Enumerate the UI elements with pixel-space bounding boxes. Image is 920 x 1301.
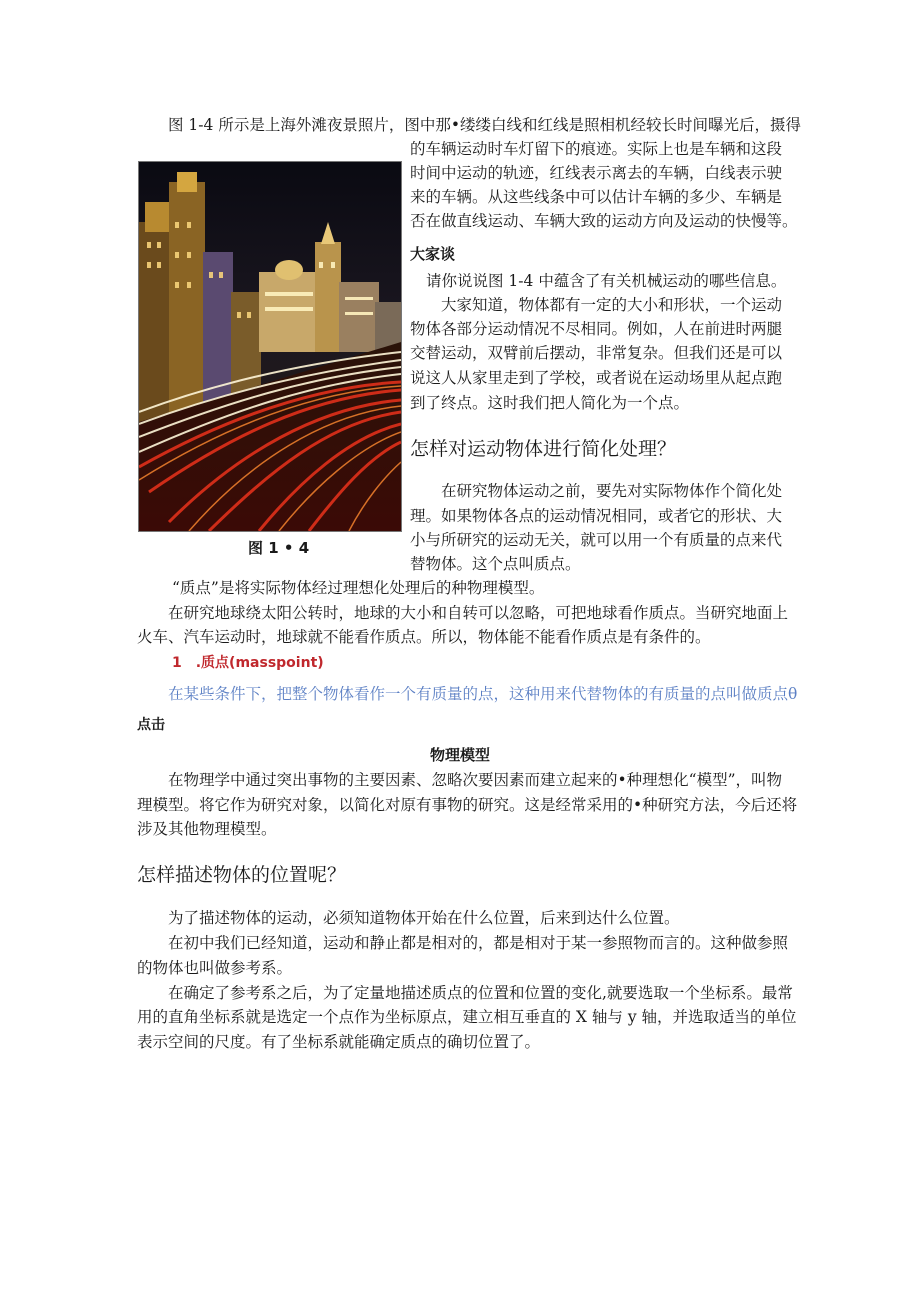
definition-tail: 点击 [137, 717, 165, 733]
figure-caption: 图 1 • 4 [248, 539, 310, 557]
model-line-2: 在研究地球绕太阳公转时，地球的大小和自转可以忽略，可把地球看作质点。当研究地面上 [168, 604, 789, 622]
definition-title: 1 .质点(masspoint) [172, 655, 324, 671]
section2-para-3b: 用的直角坐标系就是选定一个点作为坐标原点，建立相互垂直的 X 轴与 y 轴，并选取适当的单位 [137, 1008, 797, 1026]
intro-line-2: 的车辆运动时车灯留下的痕迹。实际上也是车辆和这段 [410, 140, 783, 158]
physics-model-line-3: 涉及其他物理模型。 [137, 820, 277, 838]
physics-model-heading: 物理模型 [430, 746, 491, 764]
discuss-line-1: 大家知道，物体都有一定的大小和形状，一个运动 [441, 296, 783, 314]
physics-model-line-1: 在物理学中通过突出事物的主要因素、忽略次要因素而建立起来的•种理想化“模型”，叫物 [168, 771, 782, 789]
discuss-line-5: 到了终点。这时我们把人简化为一个点。 [410, 394, 690, 412]
section1-line-3: 小与所研究的运动无关，就可以用一个有质量的点来代 [410, 531, 783, 549]
physics-model-line-2: 理模型。将它作为研究对象，以简化对原有事物的研究。这是经常采用的•种研究方法，今后还将 [137, 796, 798, 814]
section2-para-2b: 的物体也叫做参考系。 [137, 959, 293, 977]
discuss-line-2: 物体各部分运动情况不尽相同。例如，人在前进时两腿 [410, 320, 783, 338]
section1-heading: 怎样对运动物体进行简化处理？ [410, 438, 677, 460]
intro-line-3: 时间中运动的轨迹，红线表示离去的车辆，白线表示驶 [410, 164, 783, 182]
section1-line-2: 理。如果物体各点的运动情况相同，或者它的形状、大 [410, 507, 783, 525]
section2-para-3a: 在确定了参考系之后，为了定量地描述质点的位置和位置的变化,就要选取一个坐标系。最常 [168, 984, 793, 1002]
definition-text: 在某些条件下，把整个物体看作一个有质量的点，这种用来代替物体的有质量的点叫做质点θ [168, 685, 798, 703]
model-line-3: 火车、汽车运动时，地球就不能看作质点。所以，物体能不能看作质点是有条件的。 [137, 628, 711, 646]
section1-line-4: 替物体。这个点叫质点。 [410, 555, 581, 573]
section2-heading: 怎样描述物体的位置呢？ [137, 864, 347, 886]
section2-para-1: 为了描述物体的运动，必须知道物体开始在什么位置，后来到达什么位置。 [168, 909, 680, 927]
intro-line-1: 图 1-4 所示是上海外滩夜景照片，图中那•缕缕白线和红线是照相机经较长时间曝光后，摄得 [168, 116, 801, 134]
discuss-line-4: 说这人从家里走到了学校，或者说在运动场里从起点跑 [410, 369, 783, 387]
section2-para-3c: 表示空间的尺度。有了坐标系就能确定质点的确切位置了。 [137, 1033, 541, 1051]
discuss-line-3: 交替运动，双臂前后摆动，非常复杂。但我们还是可以 [410, 344, 783, 362]
section2-para-2a: 在初中我们已经知道，运动和静止都是相对的，都是相对于某一参照物而言的。这种做参照 [168, 934, 789, 952]
discuss-question: 请你说说图 1-4 中蕴含了有关机械运动的哪些信息。 [426, 272, 787, 290]
model-line-1: “质点”是将实际物体经过理想化处理后的种物理模型。 [172, 579, 545, 597]
bund-night-photo [138, 161, 402, 532]
discuss-heading: 大家谈 [410, 245, 456, 263]
section1-line-1: 在研究物体运动之前，要先对实际物体作个简化处 [441, 482, 783, 500]
intro-line-4: 来的车辆。从这些线条中可以估计车辆的多少、车辆是 [410, 188, 783, 206]
intro-line-5: 否在做直线运动、车辆大致的运动方向及运动的快慢等。 [410, 212, 798, 230]
